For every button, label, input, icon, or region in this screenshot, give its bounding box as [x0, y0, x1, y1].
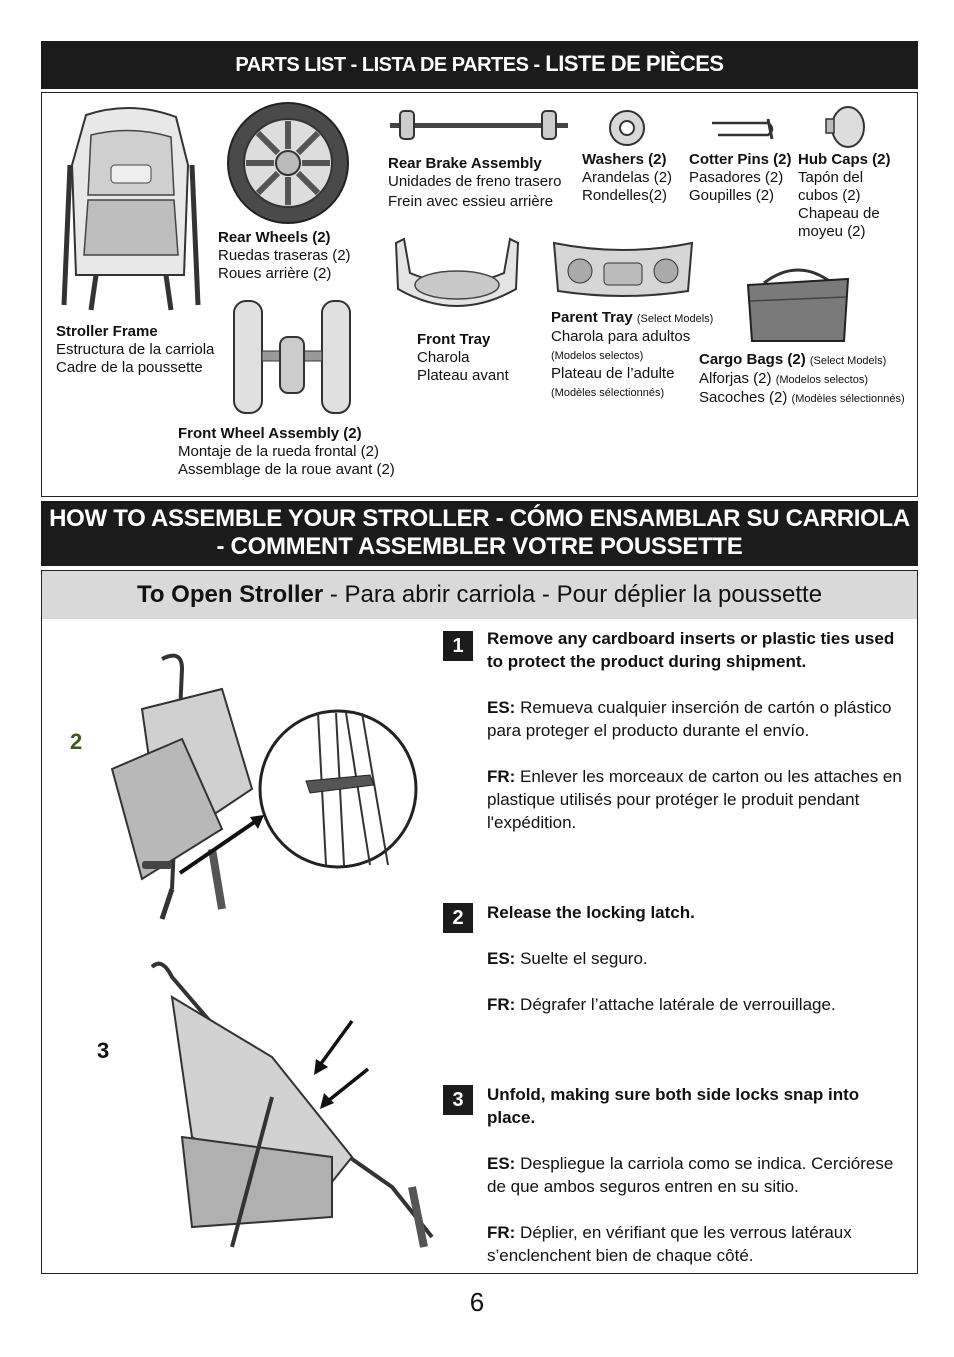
assemble-title-line2: - COMMENT ASSEMBLER VOTRE POUSSETTE — [216, 533, 743, 560]
step-3-text: Unfold, making sure both side locks snap into place. ES: Despliegue la carriola como se indica. Cerciórese de que ambos seguros entren en su sitio. FR: Déplier, en vérifiant que les verrous latéraux s’enclenchent bien de chaque côté. — [487, 1085, 894, 1265]
stroller-frame-label: Stroller Frame Estructura de la carriola Cadre de la poussette — [56, 323, 215, 376]
fig2-arrow — [172, 811, 272, 881]
parent-tray-illustration — [550, 237, 696, 301]
open-title-rest: - Para abrir carriola - Pour déplier la poussette — [323, 581, 823, 608]
figure-number-2: 2 — [70, 729, 83, 754]
parts-title-a: PARTS LIST - LISTA DE PARTES - — [235, 54, 540, 76]
rear-wheels-label: Rear Wheels (2) Ruedas traseras (2) Roues arrière (2) — [218, 229, 351, 282]
cotter-pins-label: Cotter Pins (2) Pasadores (2) Goupilles (2) — [689, 151, 792, 204]
front-wheel-illustration — [232, 297, 352, 417]
cargo-bags-label: Cargo Bags (2) (Select Models) Alforjas (2) (Modelos selectos) Sacoches (2) (Modèles sélectionnés) — [699, 351, 905, 406]
fig3-arrows — [304, 1017, 394, 1127]
open-stroller-panel — [41, 570, 918, 1274]
rear-brake-label: Rear Brake Assembly Unidades de freno trasero Frein avec essieu arrière — [388, 155, 562, 210]
front-tray-illustration — [390, 233, 524, 323]
parts-title-b: LISTE DE PIÈCES — [545, 51, 724, 76]
figure-number-3: 3 — [97, 1038, 110, 1063]
assemble-header — [41, 501, 918, 566]
step-2-text: Release the locking latch. ES: Suelte el seguro. FR: Dégrafer l’attache latérale de verrouillage. — [487, 903, 836, 1014]
open-stroller-header — [42, 571, 917, 619]
step-number-1: 1 — [443, 631, 473, 661]
assemble-title-line1: HOW TO ASSEMBLE YOUR STROLLER - CÓMO ENSAMBLAR SU CARRIOLA — [49, 505, 910, 532]
page-number: 6 — [469, 1287, 485, 1317]
step-1-text: Remove any cardboard inserts or plastic ties used to protect the product during shipment. ES: Remueva cualquier inserción de cartón o plástico para proteger el producto durante el envío. FR: Enlever les morceaux de carton ou les attaches en plastique utilisés pour protéger le produit pendant l'expédition. — [487, 629, 902, 832]
step-number-2: 2 — [443, 903, 473, 933]
parent-tray-label: Parent Tray (Select Models) Charola para adultos (Modelos selectos) Plateau de l’adulte (Modèles sélectionnés) — [551, 309, 714, 399]
unfolded-stroller-illustration — [132, 957, 452, 1257]
locking-latch-detail — [258, 709, 418, 869]
cargo-bag-illustration — [742, 261, 854, 347]
hub-caps-label: Hub Caps (2) Tapón del cubos (2) Chapeau de moyeu (2) — [798, 151, 891, 240]
front-tray-label: Front Tray Charola Plateau avant — [417, 331, 509, 384]
front-wheel-label: Front Wheel Assembly (2) Montaje de la rueda frontal (2) Assemblage de la roue avant (2) — [178, 425, 395, 478]
folded-stroller-illustration — [102, 649, 272, 929]
cotter-pin-illustration — [708, 117, 778, 141]
washer-illustration — [608, 109, 646, 147]
hub-cap-illustration — [824, 105, 868, 149]
parts-list-panel — [41, 92, 918, 497]
open-title-bold: To Open Stroller — [136, 581, 324, 608]
parts-list-header — [41, 41, 918, 89]
rear-brake-illustration — [386, 107, 572, 147]
rear-wheel-illustration — [226, 101, 350, 225]
washers-label: Washers (2) Arandelas (2) Rondelles(2) — [582, 151, 673, 204]
step-number-3: 3 — [443, 1085, 473, 1115]
stroller-frame-illustration — [56, 105, 206, 320]
